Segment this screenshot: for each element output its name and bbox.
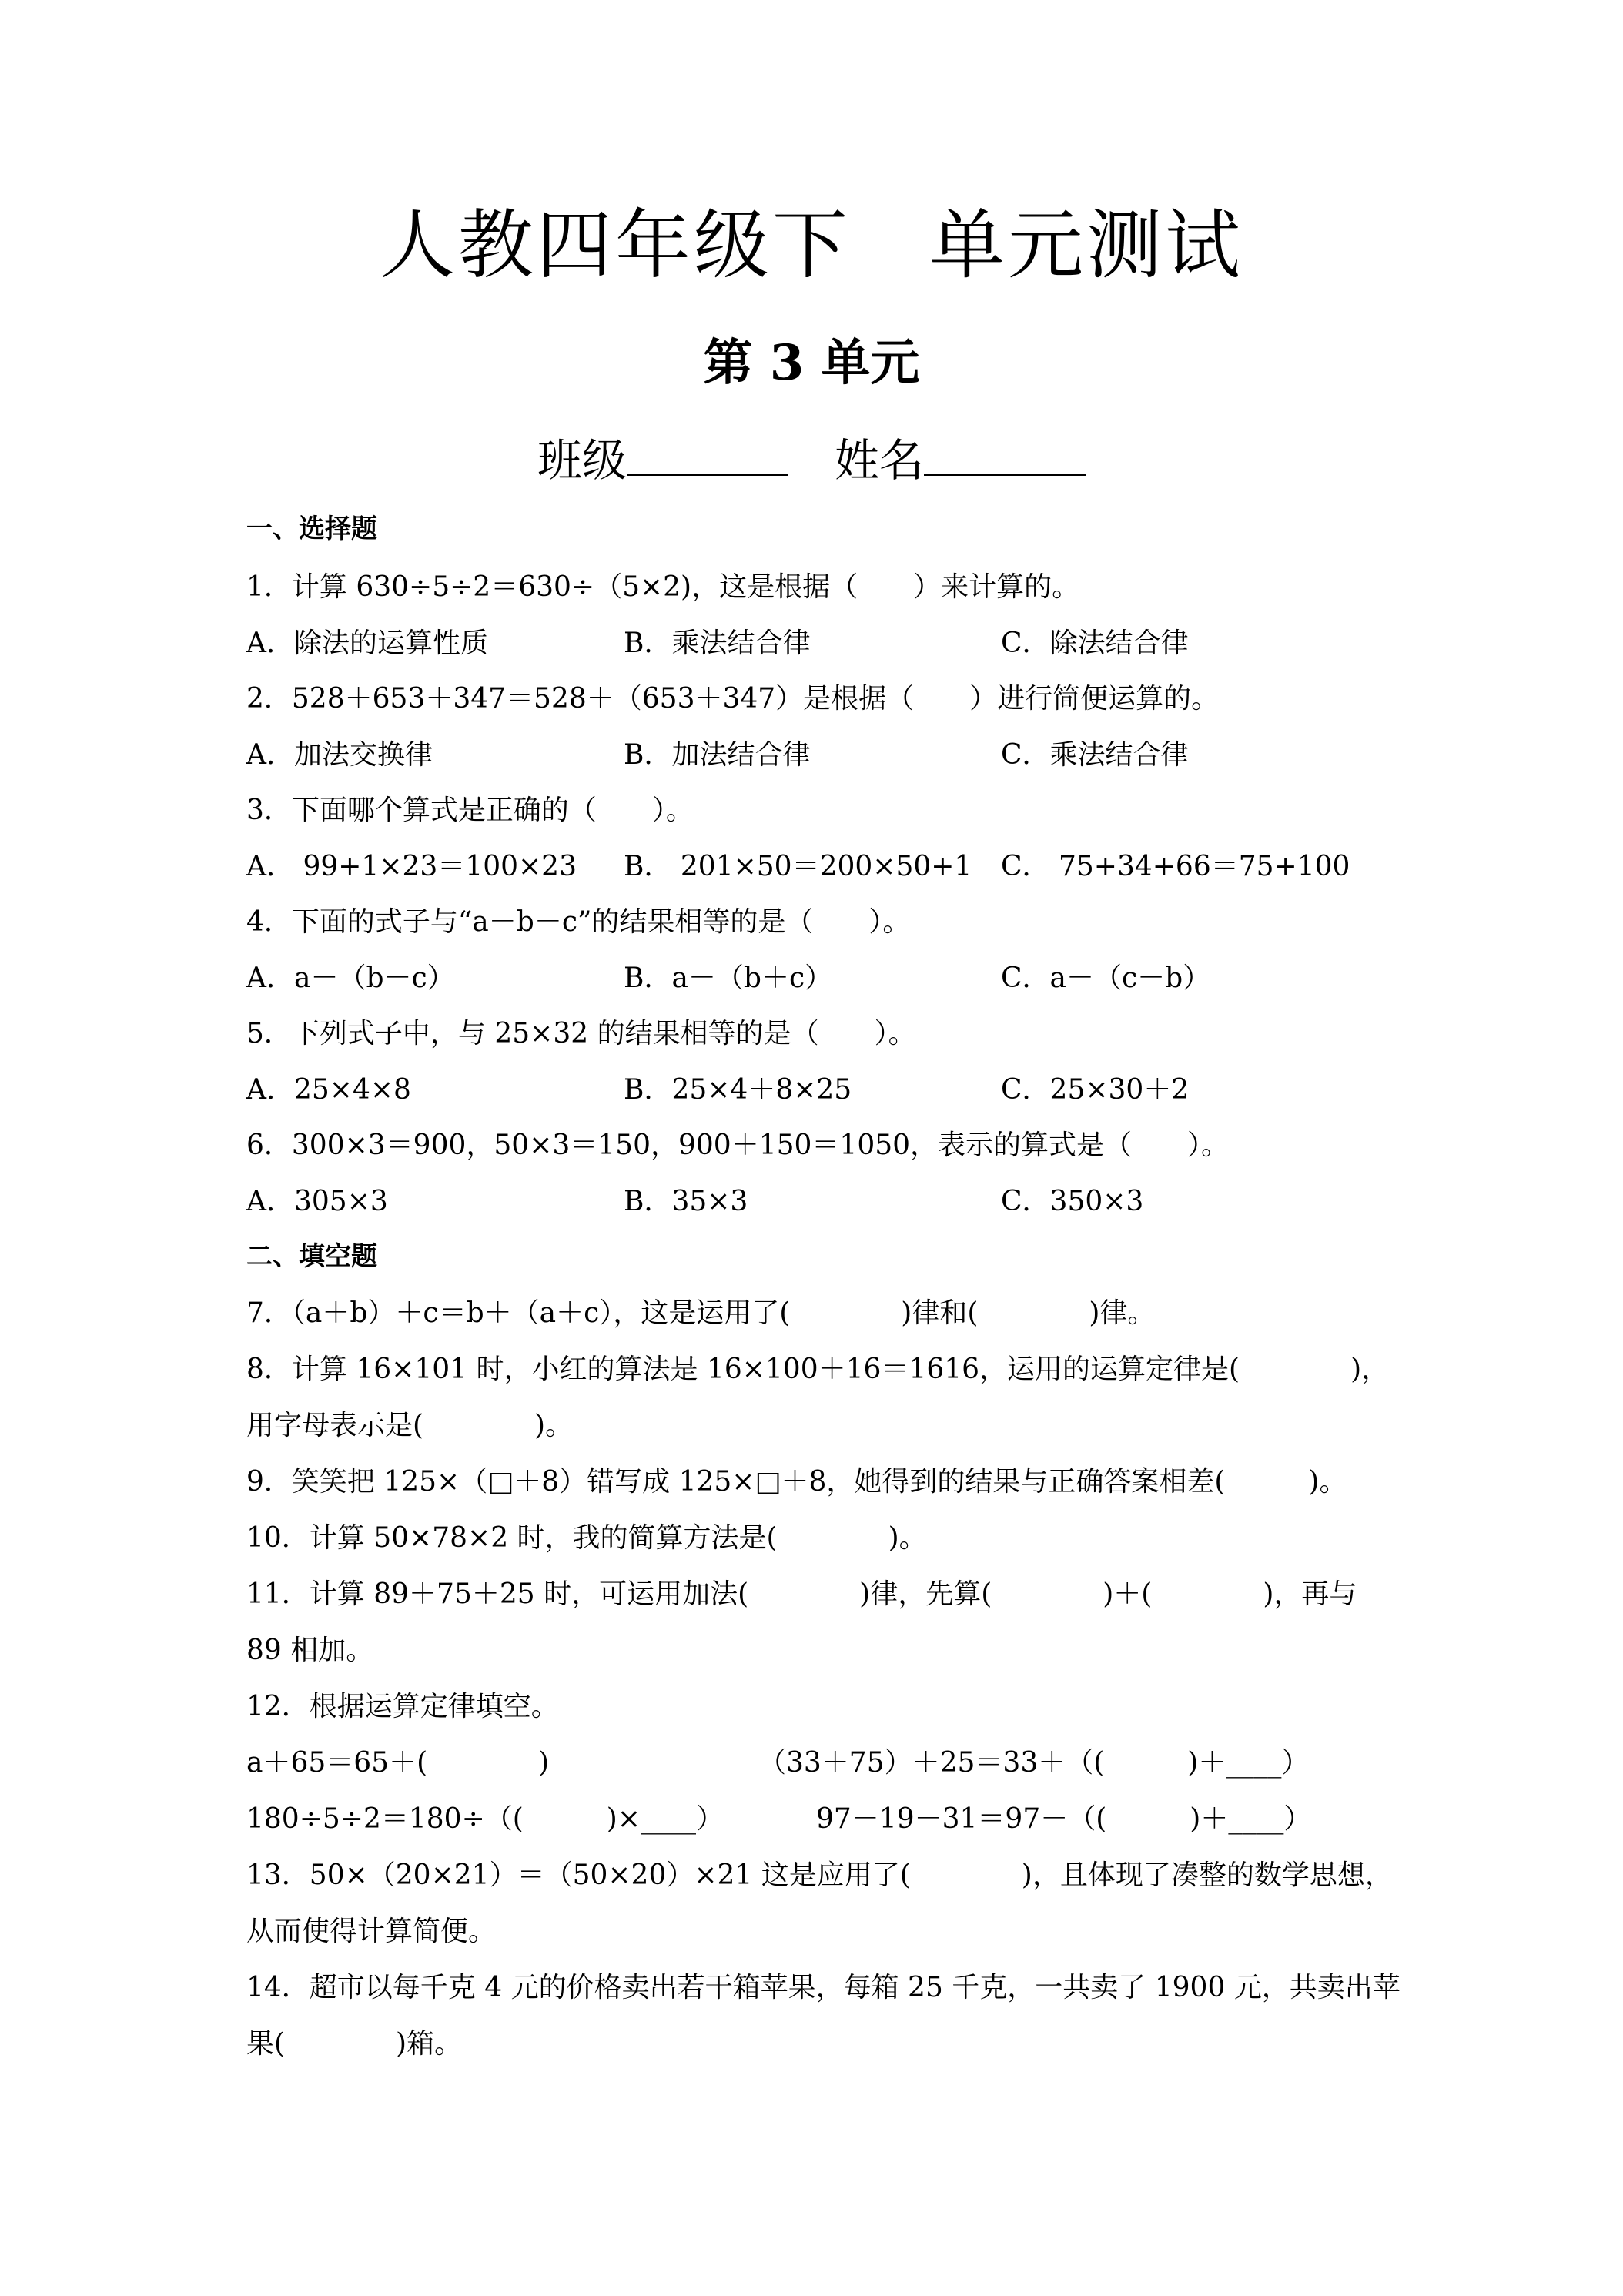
class-label: 班级 bbox=[537, 434, 627, 487]
question-3: 3．下面哪个算式是正确的（ ）。 bbox=[246, 795, 694, 826]
q5-option-b: B．25×4＋8×25 bbox=[624, 1074, 852, 1106]
q4-option-a: A．a－（b－c） bbox=[246, 962, 455, 994]
q2-option-a: A．加法交换律 bbox=[246, 739, 433, 771]
q3-option-b: B． 201×50＝200×50+1 bbox=[624, 851, 972, 882]
q3-option-c: C． 75+34+66＝75+100 bbox=[1001, 851, 1350, 882]
question-7: 7．（a＋b）＋c＝b＋（a＋c），这是运用了( )律和( )律。 bbox=[246, 1297, 1156, 1329]
question-14-line-2: 果( )箱。 bbox=[246, 2028, 463, 2060]
class-blank[interactable] bbox=[627, 435, 788, 476]
q12-item-b-left: 180÷5÷2＝180÷（( )×____） bbox=[246, 1803, 724, 1835]
q6-option-b: B．35×3 bbox=[624, 1186, 748, 1217]
question-2: 2．528＋653＋347＝528＋（653＋347）是根据（ ）进行简便运算的。 bbox=[246, 683, 1220, 715]
q5-option-a: A．25×4×8 bbox=[246, 1074, 411, 1106]
q2-option-c: C．乘法结合律 bbox=[1001, 739, 1189, 771]
name-blank[interactable] bbox=[924, 435, 1086, 476]
q4-option-c: C．a－（c－b） bbox=[1001, 962, 1211, 994]
q5-option-c: C．25×30＋2 bbox=[1001, 1074, 1190, 1106]
question-6: 6．300×3＝900，50×3＝150，900＋150＝1050，表示的算式是（ ）。 bbox=[246, 1130, 1230, 1161]
question-12: 12．根据运算定律填空。 bbox=[246, 1691, 559, 1722]
section-heading-choice: 一、选择题 bbox=[246, 514, 377, 544]
question-10: 10．计算 50×78×2 时，我的简算方法是( )。 bbox=[246, 1522, 927, 1554]
q6-option-c: C．350×3 bbox=[1001, 1186, 1144, 1217]
q3-option-a: A． 99+1×23＝100×23 bbox=[246, 851, 577, 882]
question-11-line-2: 89 相加。 bbox=[246, 1635, 374, 1666]
q1-option-b: B．乘法结合律 bbox=[624, 628, 811, 659]
question-8-line-2: 用字母表示是( )。 bbox=[246, 1410, 574, 1441]
q12-item-a-left: a＋65＝65＋( ) bbox=[246, 1747, 550, 1779]
question-13-line-1: 13．50×（20×21）＝（50×20）×21 这是应用了( )，且体现了凑整的数学思想， bbox=[246, 1859, 1393, 1891]
question-13-line-2: 从而使得计算简便。 bbox=[246, 1916, 497, 1947]
question-5: 5．下列式子中，与 25×32 的结果相等的是（ ）。 bbox=[246, 1018, 916, 1049]
q12-item-a-right: （33＋75）＋25＝33＋（( )＋____） bbox=[758, 1747, 1310, 1779]
question-4: 4．下面的式子与“a－b－c”的结果相等的是（ ）。 bbox=[246, 906, 911, 938]
q1-option-c: C．除法结合律 bbox=[1001, 628, 1189, 659]
section-heading-fill: 二、填空题 bbox=[246, 1241, 377, 1272]
question-8-line-1: 8．计算 16×101 时，小红的算法是 16×100＋16＝1616，运用的运算定律是( )， bbox=[246, 1354, 1390, 1385]
q6-option-a: A．305×3 bbox=[246, 1186, 388, 1217]
question-1: 1．计算 630÷5÷2＝630÷（5×2)，这是根据（ ）来计算的。 bbox=[246, 571, 1080, 603]
q2-option-b: B．加法结合律 bbox=[624, 739, 811, 771]
question-14-line-1: 14．超市以每千克 4 元的价格卖出若干箱苹果，每箱 25 千克，一共卖了 1900 元，共卖出苹 bbox=[246, 1972, 1400, 2003]
page-title: 人教四年级下 单元测试 bbox=[379, 202, 1243, 290]
unit-subtitle: 第 3 单元 bbox=[703, 334, 920, 392]
student-info-row bbox=[0, 434, 1623, 487]
q4-option-b: B．a－（b＋c） bbox=[624, 962, 833, 994]
q1-option-a: A．除法的运算性质 bbox=[246, 628, 488, 659]
name-label: 姓名 bbox=[835, 434, 925, 487]
question-9: 9．笑笑把 125×（□＋8）错写成 125×□＋8，她得到的结果与正确答案相差( )。 bbox=[246, 1466, 1347, 1498]
question-11-line-1: 11．计算 89＋75＋25 时，可运用加法( )律，先算( )＋( )，再与 bbox=[246, 1578, 1357, 1610]
q12-item-b-right: 97－19－31＝97－（( )＋____） bbox=[816, 1803, 1312, 1835]
